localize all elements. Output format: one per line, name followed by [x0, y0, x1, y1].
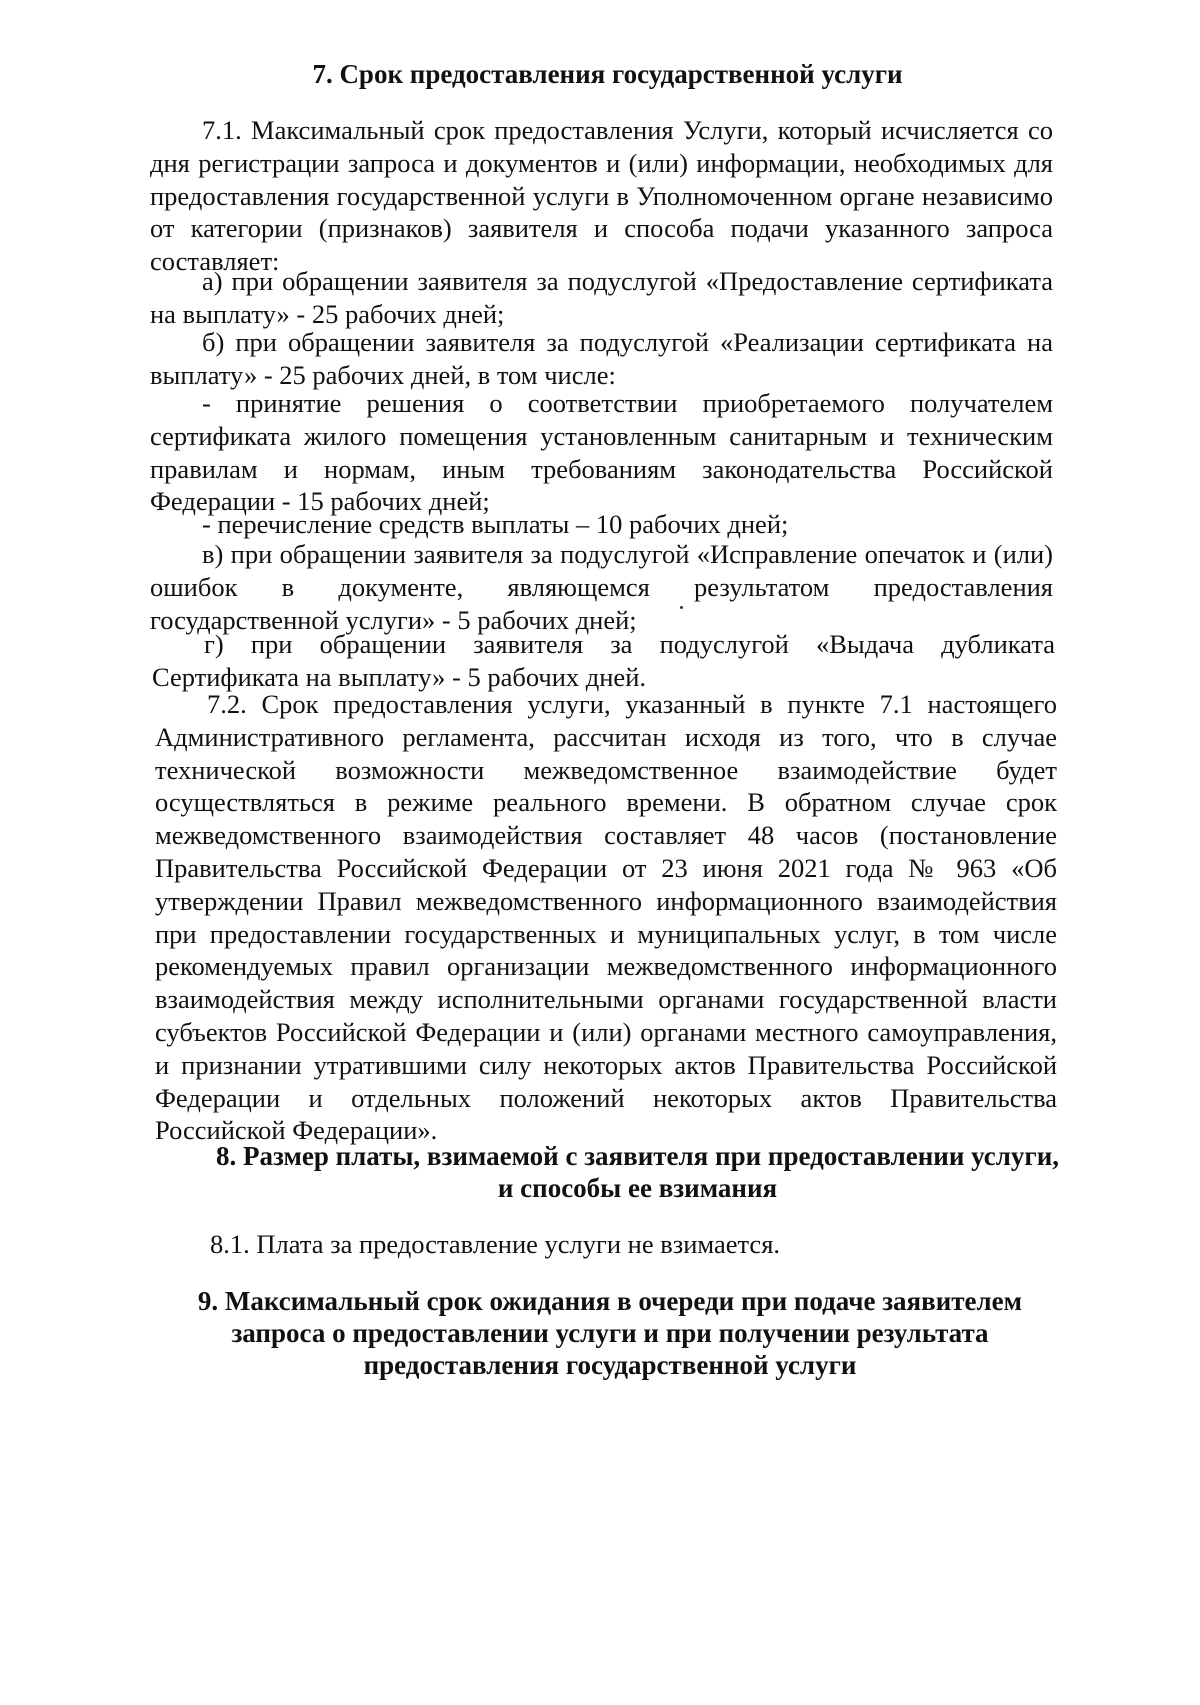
section-9-heading-line-3: предоставления государственной услуги [363, 1350, 857, 1380]
item-g: г) при обращении заявителя за подуслугой «Выдача дубликата Сертификата на выплату» - 5 рабочих дней. [152, 629, 1055, 692]
section-9-heading-line-1: 9. Максимальный срок ожидания в очереди при подаче заявителем [197, 1286, 1023, 1316]
section-9-heading [180, 1285, 1040, 1381]
item-v: в) при обращении заявителя за подуслугой «Исправление опечаток и (или) ошибок в документе, являющемся результатом предоставления государственной услуги» - 5 рабочих дней; [150, 539, 1053, 635]
section-9-heading-line-2: запроса о предоставлении услуги и при получении результата [231, 1318, 989, 1348]
paragraph-7-1: 7.1. Максимальный срок предоставления Услуги, который исчисляется со дня регистрации запроса и документов и (или) информации, необходимых для предоставления государственной услуги в Уполномоченном органе независимо от категории (признаков) заявителя и способа подачи указанного запроса составляет: [150, 115, 1053, 277]
section-8-heading [215, 1140, 1060, 1204]
item-b: б) при обращении заявителя за подуслугой «Реализации сертификата на выплату» - 25 рабочих дней, в том числе: [150, 327, 1053, 390]
scan-speck [680, 606, 683, 609]
item-a: а) при обращении заявителя за подуслугой «Предоставление сертификата на выплату» - 25 рабочих дней; [150, 266, 1053, 329]
sub-item-transfer: - перечисление средств выплаты – 10 рабочих дней; [202, 509, 789, 539]
section-7-heading: 7. Срок предоставления государственной услуги [312, 59, 903, 89]
paragraph-7-2: 7.2. Срок предоставления услуги, указанный в пункте 7.1 настоящего Административного регламента, рассчитан исходя из того, что в случае технической возможности межведомственное взаимодействие будет осуществляться в режиме реального времени. В обратном случае срок межведомственного взаимодействия составляет 48 часов (постановление Правительства Российской Федерации от 23 июня 2021 года № 963 «Об утверждении Правил межведомственного информационного взаимодействия при предоставлении государственных и муниципальных услуг, в том числе рекомендуемых правил организации межведомственного информационного взаимодействия между исполнительными органами государственной власти субъектов Российской Федерации и (или) органами местного самоуправления, и признании утратившими силу некоторых актов Правительства Российской Федерации и отдельных положений некоторых актов Правительства Российской Федерации». [155, 689, 1057, 1146]
paragraph-8-1: 8.1. Плата за предоставление услуги не взимается. [210, 1229, 781, 1259]
section-8-heading-line-1: 8. Размер платы, взимаемой с заявителя при предоставлении услуги, [215, 1141, 1059, 1171]
sub-item-decision: - принятие решения о соответствии приобретаемого получателем сертификата жилого помещения установленным санитарным и техническим правилам и нормам, иным требованиям законодательства Российской Федерации - 15 рабочих дней; [150, 388, 1053, 517]
section-8-heading-line-2: и способы ее взимания [497, 1173, 778, 1203]
